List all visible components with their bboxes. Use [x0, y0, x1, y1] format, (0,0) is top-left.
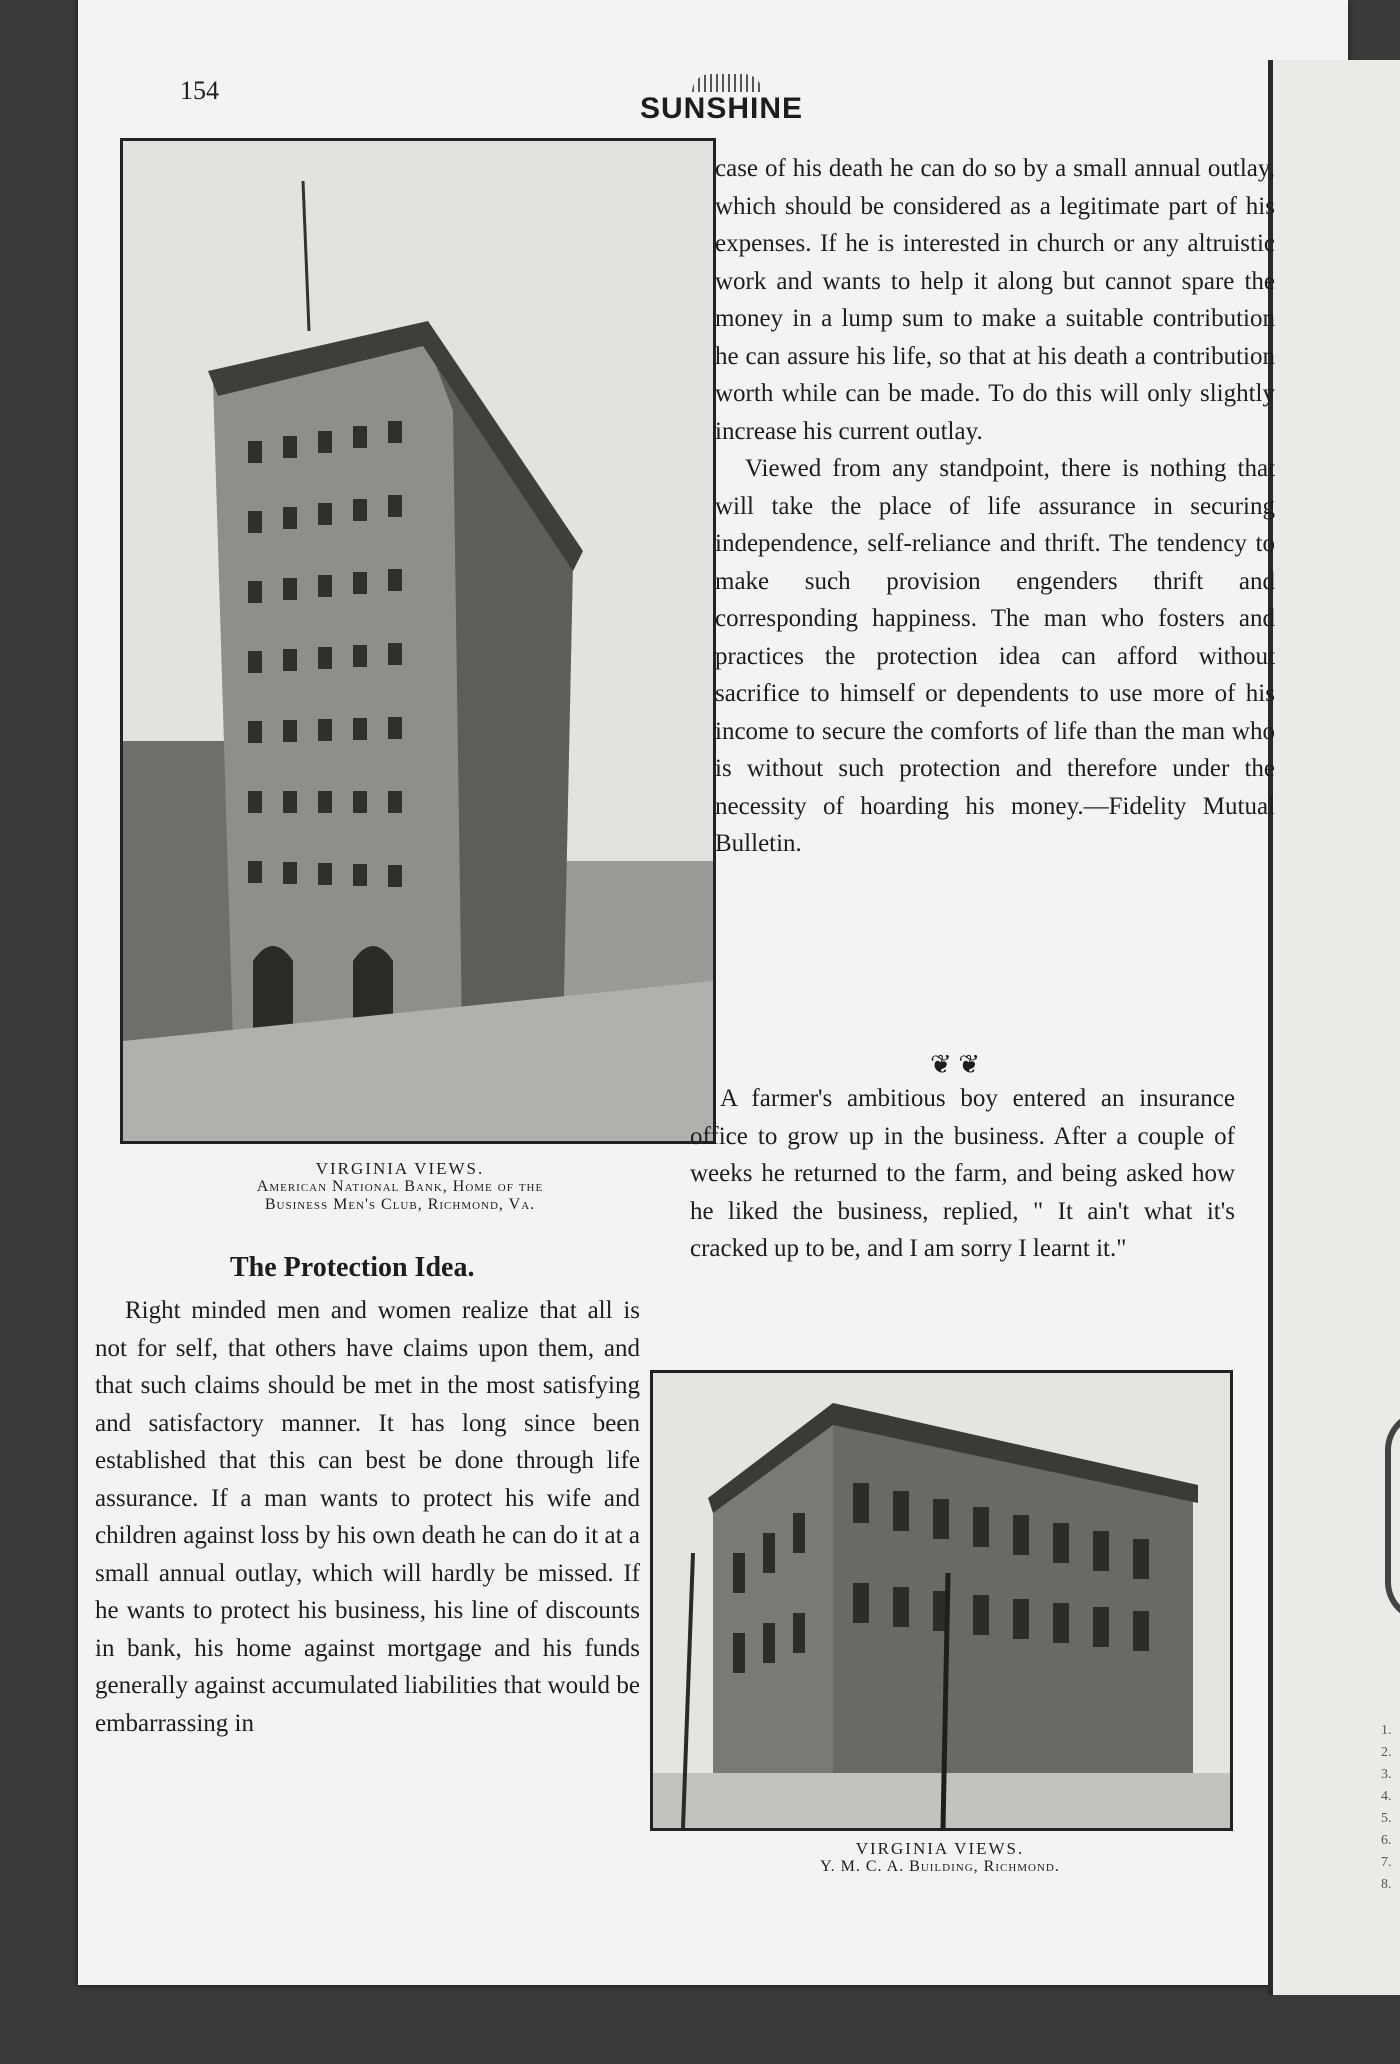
ymca-building-illustration — [653, 1373, 1230, 1828]
margin-number: 6. — [1381, 1833, 1392, 1848]
caption-title: VIRGINIA VIEWS. — [315, 1159, 485, 1178]
adjacent-page-edge — [1268, 60, 1400, 1995]
anecdote-column — [690, 1080, 1235, 1268]
margin-number: 4. — [1381, 1789, 1392, 1804]
masthead-text: SUNSHINE — [640, 92, 804, 125]
sun-rays-icon — [692, 74, 762, 92]
section-ornament: ❦ ❦ — [930, 1050, 981, 1079]
article-paragraph: Right minded men and women realize that all is not for self, that others have claims upon them, and that such claims should be met in the most satisfying and satisfactory manner. It has long since been established that this can best be done through life assurance. If a man wants to protect his wife and children against loss by his own death he can do it at a small annual outlay, which will hardly be missed. If he wants to protect his business, his line of discounts in bank, his home against mortgage and his funds generally against accumulated liabilities that would be embarrassing in — [95, 1297, 640, 1737]
decorative-frame-edge — [1385, 1410, 1400, 1622]
article-left-column — [95, 1292, 640, 1742]
margin-number: 2. — [1381, 1745, 1392, 1760]
caption-line: Business Men's Club, Richmond, Va. — [264, 1196, 536, 1213]
caption-line: Y. M. C. A. Building, Richmond. — [820, 1858, 1060, 1875]
ymca-building-photo — [650, 1370, 1233, 1831]
article-paragraph: case of his death he can do so by a small annual outlay, which should be considered as a legitimate part of his expenses. If he is interested in church or any altruistic work and wants to help it along but cannot spare the money in a lump sum to make a suitable contribution he can assure his life, so that at his death a contribution worth while can be made. To do this will only slightly increase his current outlay. — [715, 155, 1275, 445]
article-paragraph: Viewed from any standpoint, there is nothing that will take the place of life assurance in securing independence, self-reliance and thrift. The tendency to make such provision engenders thrift and corresponding happiness. The man who fosters and practices the protection idea can afford without sacrifice to himself or dependents to use more of his income to secure the comforts of life than the man who is without such protection and therefore under the necessity of hoarding his money.—Fidelity Mutual Bulletin. — [715, 455, 1275, 857]
article-right-column — [715, 150, 1275, 863]
margin-number: 1. — [1381, 1723, 1392, 1738]
caption-title: VIRGINIA VIEWS. — [855, 1839, 1025, 1858]
bank-building-photo — [120, 138, 716, 1144]
bank-building-illustration — [123, 141, 713, 1141]
article-heading: The Protection Idea. — [230, 1252, 475, 1283]
anecdote-paragraph: A farmer's ambitious boy entered an insurance office to grow up in the business. After a couple of weeks he returned to the farm, and being asked how he liked the business, replied, " It ain't what it's cracked up to be, and I am sorry I learnt it." — [690, 1085, 1235, 1262]
margin-number: 5. — [1381, 1811, 1392, 1826]
bank-photo-caption — [140, 1160, 660, 1214]
masthead-title — [640, 92, 803, 126]
page-number: 154 — [180, 76, 219, 105]
caption-line: American National Bank, Home of the — [256, 1178, 544, 1195]
margin-number: 7. — [1381, 1855, 1392, 1870]
margin-number: 3. — [1381, 1767, 1392, 1782]
margin-numbers — [1381, 1720, 1400, 1896]
ymca-photo-caption — [640, 1840, 1240, 1876]
margin-number: 8. — [1381, 1877, 1392, 1892]
